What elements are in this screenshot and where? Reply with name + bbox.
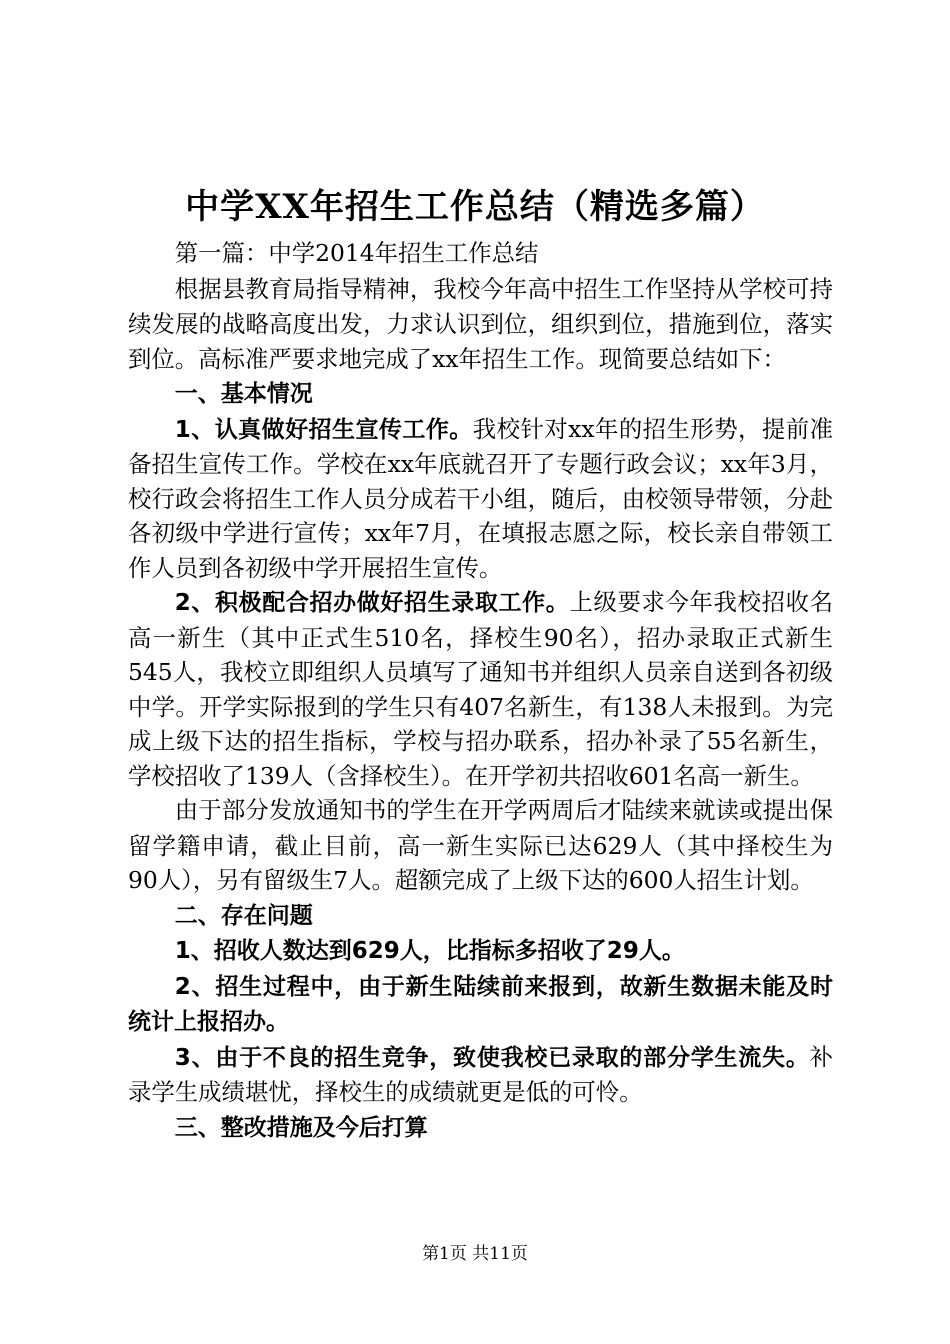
document-title: 中学XX年招生工作总结（精选多篇）	[185, 187, 765, 227]
document-body	[128, 236, 833, 1145]
paragraph	[128, 236, 833, 272]
paragraph-bold: 一、基本情况	[174, 381, 313, 407]
paragraph-bold: 1、认真做好招生宣传工作。	[174, 416, 473, 443]
page-footer: 第1页 共11页	[422, 1244, 528, 1264]
paragraph	[128, 412, 833, 586]
paragraph-bold: 二、存在问题	[174, 902, 313, 929]
paragraph-bold: 三、整改措施及今后打算	[174, 1114, 428, 1141]
paragraph	[128, 933, 833, 969]
paragraph-text: 我校针对xx年的招生形势，提前准备招生宣传工作。学校在xx年底就召开了专题行政会议；xx年3月，校行政会将招生工作人员分成若干小组，随后，由校领导带领，分赴各初级中学进行宣传；xx年7月，在填报志愿之际，校长亲自带领工作人员到各初级中学开展招生宣传。	[128, 414, 833, 582]
paragraph-text: 根据县教育局指导精神，我校今年高中招生工作坚持从学校可持续发展的战略高度出发，力求认识到位，组织到位，措施到位，落实到位。高标准严要求地完成了xx年招生工作。现简要总结如下：	[128, 274, 833, 373]
paragraph-text: 上级要求今年我校招收名高一新生（其中正式生510名，择校生90名），招办录取正式新生545人，我校立即组织人员填写了通知书并组织人员亲自送到各初级中学。开学实际报到的学生只有407名新生，有138人未报到。为完成上级下达的招生指标，学校与招办联系，招办补录了55名新生，学校招收了139人（含择校生）。在开学初共招收601名高一新生。	[128, 588, 833, 790]
paragraph-text: 第一篇：中学2014年招生工作总结	[174, 239, 539, 267]
paragraph-bold: 2、积极配合招办做好招生录取工作。	[174, 590, 570, 616]
paragraph-text: 由于部分发放通知书的学生在开学两周后才陆续来就读或提出保留学籍申请，截止目前，高一新生实际已达629人（其中择校生为90人），另有留级生7人。超额完成了上级下达的600人招生计划。	[128, 796, 833, 894]
paragraph	[128, 585, 833, 793]
paragraph-bold: 3、由于不良的招生竞争，致使我校已录取的部分学生流失。	[174, 1044, 810, 1071]
paragraph	[128, 272, 833, 377]
paragraph	[128, 793, 833, 898]
section-heading	[128, 898, 833, 934]
paragraph-bold: 2、招生过程中，由于新生陆续前来报到，故新生数据未能及时统计上报招办。	[128, 973, 833, 1035]
paragraph	[128, 969, 833, 1040]
paragraph-bold: 1、招收人数达到629人，比指标多招收了29人。	[174, 938, 685, 964]
paragraph	[128, 1040, 833, 1110]
section-heading	[128, 376, 833, 412]
section-heading	[128, 1110, 833, 1146]
paragraph-text: 补录学生成绩堪忧，择校生的成绩就更是低的可怜。	[128, 1042, 833, 1106]
